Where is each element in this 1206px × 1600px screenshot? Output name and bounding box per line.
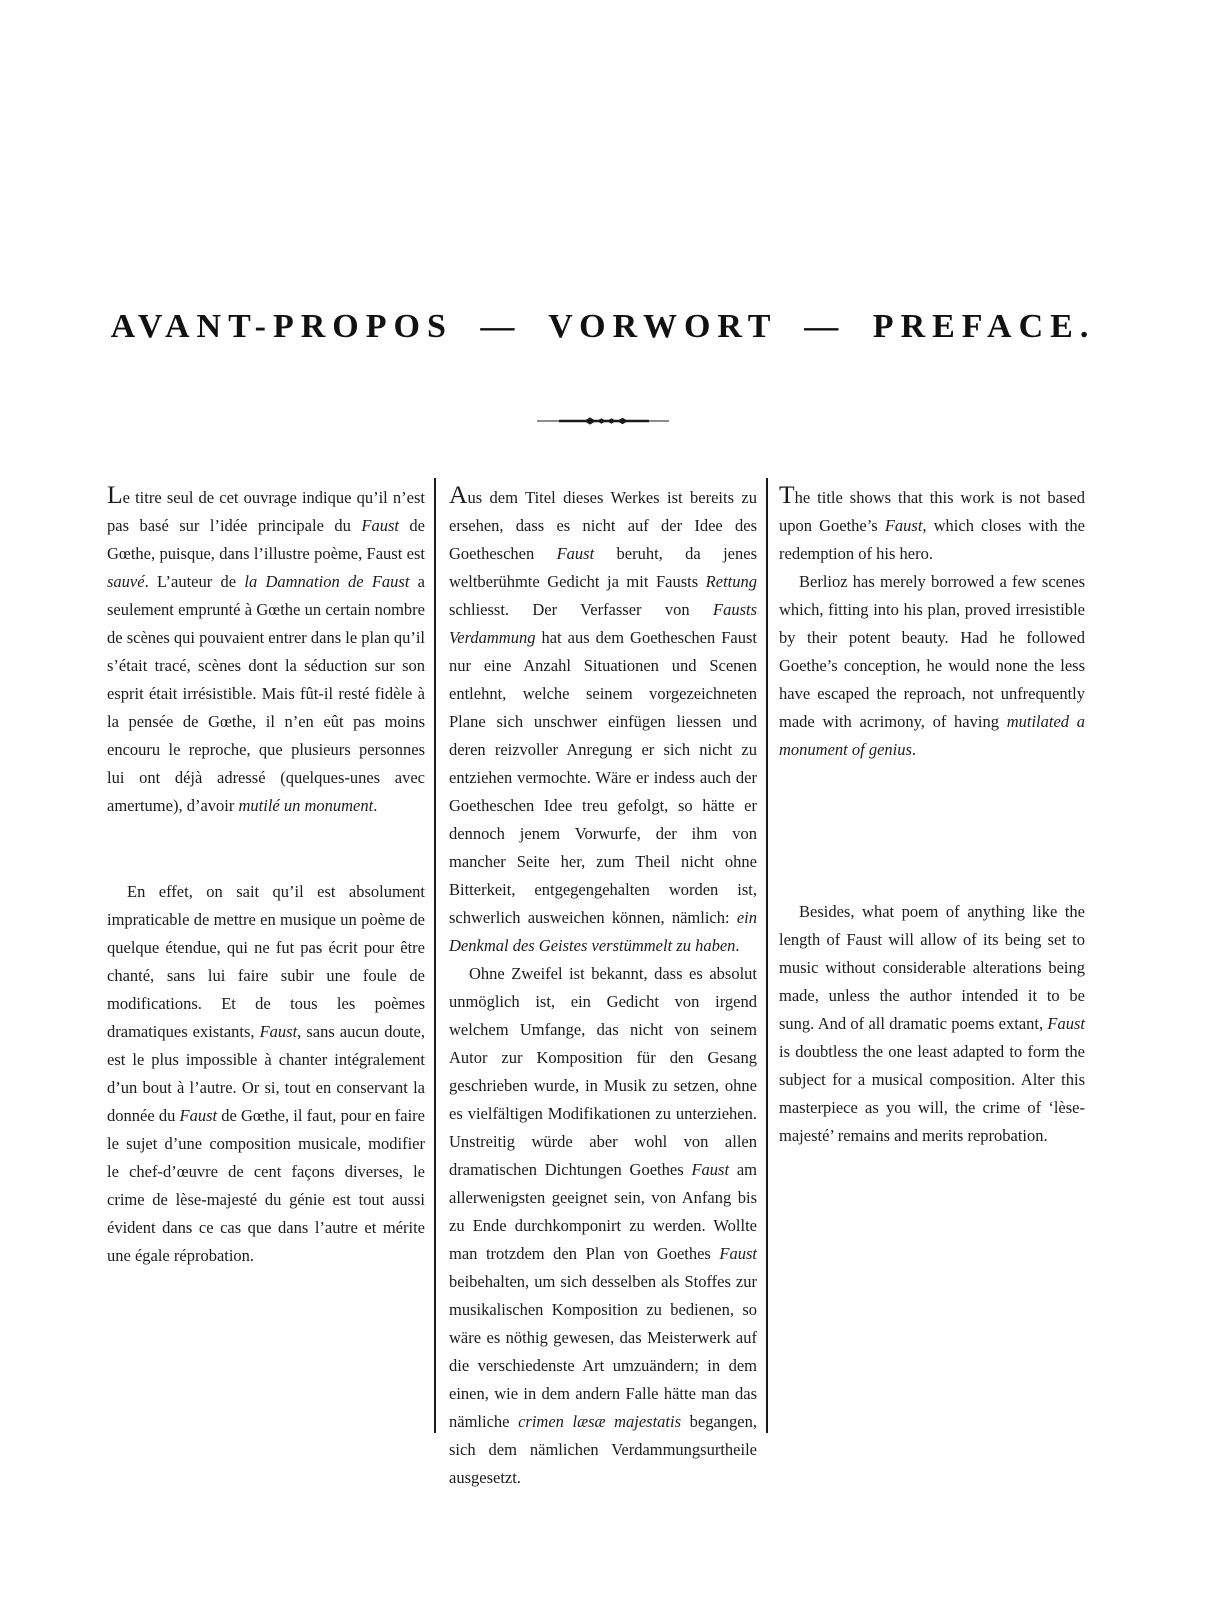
english-paragraph-1: The title shows that this work is not based upon Goethe’s Faust, which closes with the redemption of his hero. <box>779 480 1086 563</box>
rule-with-diamonds-icon <box>537 414 669 428</box>
column-english <box>779 480 1086 1150</box>
german-paragraph-1: Aus dem Titel dieses Werkes ist bereits zu ersehen, dass es nicht auf der Idee des Goetheschen Faust beruht, da jenes weltberühmte Gedicht ja mit Fausts Rettung schliesst. Der Verfasser von Fausts Verdammung hat aus dem Goetheschen Faust nur eine Anzahl Situationen und Scenen entlehnt, welche seinem vorgezeichneten Plane sich unschwer einfügen liessen und deren reizvoller Anregung er sich nicht zu entziehen vermochte. Wäre er indess auch der Goetheschen Idee treu gefolgt, so hätte er dennoch jenem Vorwurfe, der ihm von mancher Seite her, zum Theil nicht ohne Bitterkeit, entgegengehalten worden ist, schwerlich ausweichen können, nämlich: ein Denkmal des Geistes verstümmelt zu haben. <box>449 480 757 955</box>
page-title: AVANT-PROPOS — VORWORT — PREFACE. <box>110 308 1096 345</box>
column-separator-right <box>766 478 768 1433</box>
german-paragraph-2: Ohne Zweifel ist bekannt, dass es absolut unmöglich ist, ein Gedicht von irgend welchem Umfange, das nicht von seinem Autor zur Komposition für den Gesang geschrieben wurde, in Musik zu setzen, ohne es vielfältigen Modifikationen zu unterziehen. Unstreitig würde aber wohl von allen dramatischen Dichtungen Goethes Faust am allerwenigsten geeignet sein, von Anfang bis zu Ende durchkomponirt zu werden. Wollte man trotzdem den Plan von Goethes Faust beibehalten, um sich desselben als Stoffes zur musikalischen Komposition zu bedienen, so wäre es nöthig gewesen, das Meisterwerk auf die verschiedenste Art umzuändern; in dem einen, wie in dem andern Falle hätte man das nämliche crimen læsæ majestatis begangen, sich dem nämlichen Verdammungsurtheile ausgesetzt. <box>449 964 757 1487</box>
column-french <box>107 480 425 1270</box>
english-paragraph-3: Besides, what poem of anything like the length of Faust will allow of its being set to music without considerable alterations being made, unless the author intended it to be sung. And of all dramatic poems extant, Faust is doubtless the one least adapted to form the subject for a musical composition. Alter this masterpiece as you will, the crime of ‘lèse-majesté’ remains and merits reprobation. <box>779 902 1085 1145</box>
column-german <box>449 480 757 1492</box>
english-paragraph-2: Berlioz has merely borrowed a few scenes which, fitting into his plan, proved irresistible by their potent beauty. Had he followed Goethe’s conception, he would none the less have escaped the reproach, not unfrequently made with acrimony, of having mutilated a monument of genius. <box>779 572 1086 759</box>
french-paragraph-1: Le titre seul de cet ouvrage indique qu’il n’est pas basé sur l’idée principale du Faust de Gœthe, puisque, dans l’illustre poème, Faust est sauvé. L’auteur de la Damnation de Faust a seulement emprunté à Gœthe un certain nombre de scènes qui pouvaient entrer dans le plan qu’il s’était tracé, scènes dont la séduction sur son esprit était irrésistible. Mais fût-il resté fidèle à la pensée de Gœthe, il n’en eût pas moins encouru le reproche, que plusieurs personnes lui ont déjà adressé (quelques-unes avec amertume), d’avoir mutilé un monument. <box>107 480 425 815</box>
french-paragraph-2: En effet, on sait qu’il est absolument impraticable de mettre en musique un poème de quelque étendue, qui ne fut pas écrit pour être chanté, sans lui faire subir une foule de modifications. Et de tous les poèmes dramatiques existants, Faust, sans aucun doute, est le plus impossible à chanter intégralement d’un bout à l’autre. Or si, tout en conservant la donnée du Faust de Gœthe, il faut, pour en faire le sujet d’une composition musicale, modifier le chef-d’œuvre de cent façons diverses, le crime de lèse-majesté du génie est tout aussi évident dans ce cas que dans l’autre et mérite une égale réprobation. <box>107 882 425 1265</box>
ornament-divider <box>537 414 669 428</box>
column-separator-left <box>434 478 436 1433</box>
